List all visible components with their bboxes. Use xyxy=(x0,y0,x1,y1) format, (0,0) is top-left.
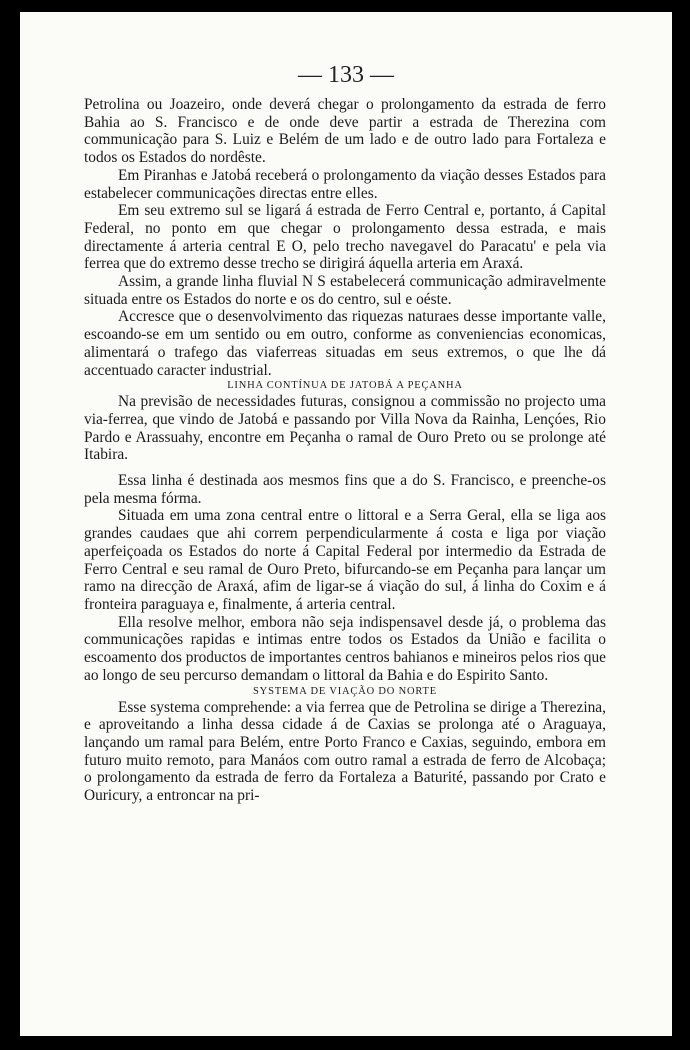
document-page xyxy=(20,12,672,1036)
paragraph-gap xyxy=(84,464,606,472)
paragraph: Esse systema comprehende: a via ferrea que de Petrolina se dirige a Therezina, e aproveitando a linha dessa cidade á de Caxias se prolonga até o Araguaya, lançando um ramal para Belém, entre Porto Franco e Caxias, seguindo, embora em futuro muito remoto, para Manáos com outro ramal a estrada de ferro de Alcobaça; o prolongamento da estrada de ferro da Fortaleza a Baturité, passando por Crato e Ouricury, a entroncar na pri- xyxy=(84,698,606,805)
section-heading: SYSTEMA DE VIAÇÃO DO NORTE xyxy=(253,685,437,697)
paragraph: Accresce que o desenvolvimento das riquezas naturaes desse importante valle, escoando-se em um sentido ou em outro, conforme as conveniencias economicas, alimentará o trafego das viaferreas situadas em seus extremos, o que lhe dá accentuado caracter industrial. xyxy=(84,308,606,379)
paragraph: Ella resolve melhor, embora não seja indispensavel desde já, o problema das communicações rapidas e intimas entre todos os Estados da União e facilita o escoamento dos productos de importantes centros bahianos e mineiros pelos rios que ao longo de seu percurso demandam o littoral da Bahia e do Espirito Santo. xyxy=(84,613,606,684)
paragraph: Na previsão de necessidades futuras, consignou a commissão no projecto uma via-ferrea, que vindo de Jatobá e passando por Villa Nova da Rainha, Lençóes, Rio Pardo e Arassuahy, encontre em Peçanha o ramal de Ouro Preto ou se prolonge até Itabira. xyxy=(84,393,606,464)
paragraph: Em Piranhas e Jatobá receberá o prolongamento da viação desses Estados para estabelecer communicações directas entre elles. xyxy=(84,166,606,202)
paragraph: Em seu extremo sul se ligará á estrada de Ferro Central e, portanto, á Capital Federal, no ponto em que chegar o prolongamento dessa estrada, e mais directamente á arteria central E O, pelo trecho navegavel do Paracatu' e pela via ferrea que do extremo desse trecho se dirigirá áquella arteria em Araxá. xyxy=(84,202,606,273)
page-number: — 133 — xyxy=(298,62,394,88)
paragraph: Essa linha é destinada aos mesmos fins que a do S. Francisco, e preenche-os pela mesma fórma. xyxy=(84,472,606,507)
document-body xyxy=(84,96,606,805)
paragraph: Situada em uma zona central entre o littoral e a Serra Geral, ella se liga aos grandes caudaes que ahi correm perpendicularmente á costa e liga por viação aperfeiçoada os Estados do norte á Capital Federal por intermedio da Estrada de Ferro Central e seu ramal de Ouro Preto, bifurcando-se em Peçanha para lançar um ramo na direcção de Araxá, afim de ligar-se á viação do sul, á linha do Coxim e á fronteira paraguaya e, finalmente, á arteria central. xyxy=(84,507,606,613)
section-heading: LINHA CONTÍNUA DE JATOBÁ A PEÇANHA xyxy=(227,380,463,392)
paragraph: Petrolina ou Joazeiro, onde deverá chegar o prolongamento da estrada de ferro Bahia ao S. Francisco e de onde deve partir a estrada de Therezina com communicação para S. Luiz e Belém de um lado e de outro lado para Fortaleza e todos os Estados do nordêste. xyxy=(84,96,606,167)
paragraph: Assim, a grande linha fluvial N S estabelecerá communicação admiravelmente situada entre os Estados do norte e os do centro, sul e oéste. xyxy=(84,273,606,308)
